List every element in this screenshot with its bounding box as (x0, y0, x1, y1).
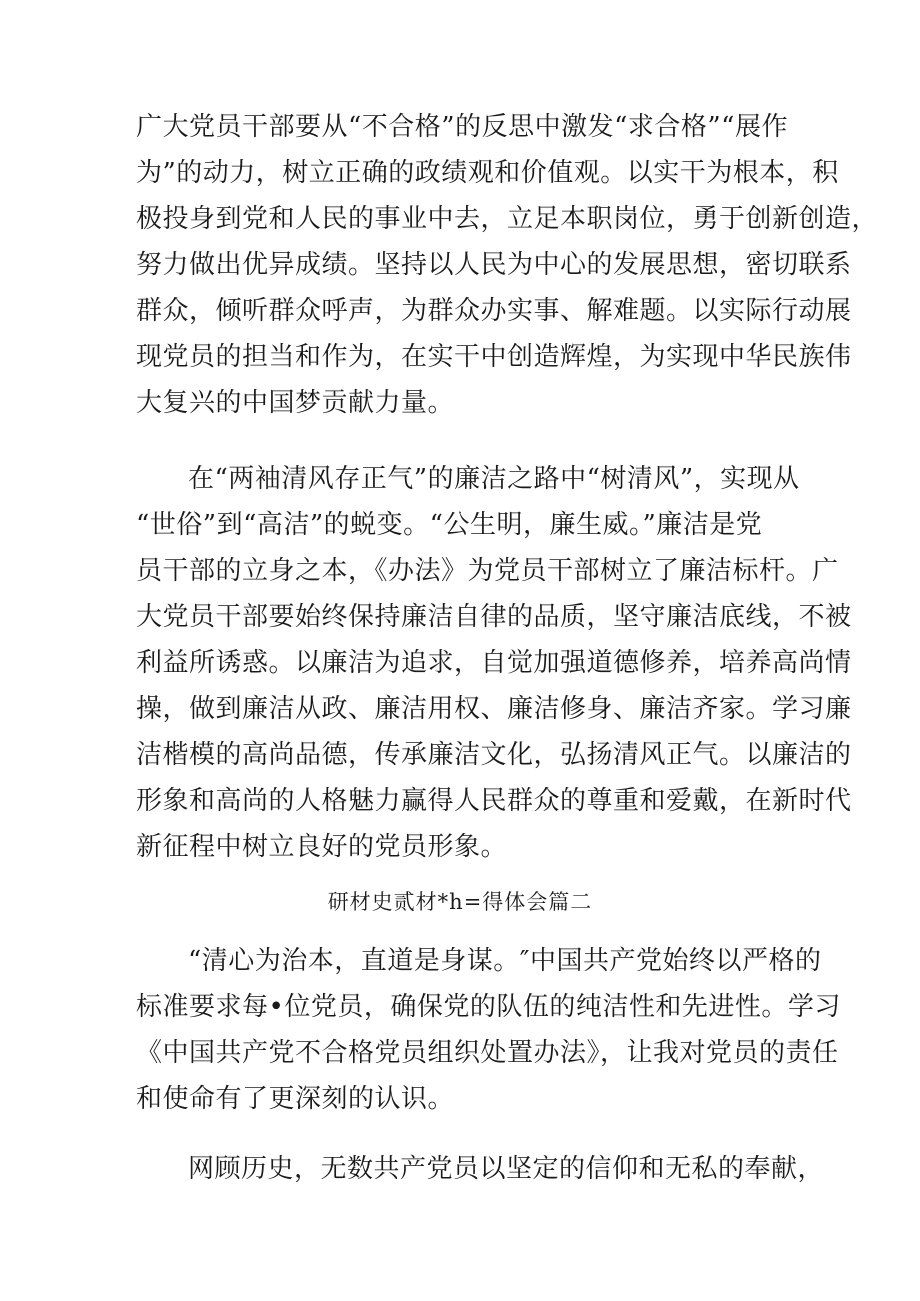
paragraph-line: 网顾历史，无数共产党员以坚定的信仰和无私的奉献， (188, 1154, 825, 1184)
paragraph-line: 和使命有了更深刻的认识。 (136, 1084, 455, 1114)
paragraph-line: “世俗”到“高洁”的蜕变。“公生明，廉生威。”廉洁是党 (136, 510, 763, 540)
paragraph-line: 新征程中树立良好的党员形象。 (136, 832, 508, 862)
paragraph-line: 操，做到廉洁从政、廉洁用权、廉洁修身、廉洁齐家。学习廉 (136, 694, 852, 724)
paragraph-line: 标准要求每•位党员，确保党的队伍的纯洁性和先进性。学习 (136, 992, 841, 1022)
paragraph-line: 员干部的立身之本，《办法》为党员干部树立了廉洁标杆。广 (136, 556, 839, 586)
paragraph-line: 《中国共产党不合格党员组织处置办法》，让我对党员的责任 (136, 1038, 839, 1068)
paragraph-4 (136, 1146, 825, 1192)
paragraph-line: “清心为治本，直道是身谋。″中国共产党始终以严格的 (188, 946, 822, 976)
paragraph-line: 现党员的担当和作为，在实干中创造辉煌，为实现中华民族伟 (136, 342, 852, 372)
paragraph-line: 洁楷模的高尚品德，传承廉洁文化，弘扬清风正气。以廉洁的 (136, 740, 852, 770)
paragraph-line: 努力做出优异成绩。坚持以人民为中心的发展思想，密切联系 (136, 250, 852, 280)
paragraph-line: 大党员干部要始终保持廉洁自律的品质，坚守廉洁底线，不被 (136, 602, 852, 632)
paragraph-1 (136, 104, 879, 426)
paragraph-line: 群众，倾听群众呼声，为群众办实事、解难题。以实际行动展 (136, 296, 852, 326)
paragraph-line: 极投身到党和人民的事业中去，立足本职岗位，勇于创新创造， (136, 204, 879, 234)
paragraph-2 (136, 456, 852, 916)
paragraph-line: 为”的动力，树立正确的政绩观和价值观。以实干为根本，积 (136, 158, 839, 188)
paragraph-line: 在“两袖清风存正气”的廉洁之路中“树清风”，实现从 (188, 464, 800, 494)
paragraph-line: 大复兴的中国梦贡献力量。 (136, 388, 455, 418)
section-heading: 研材史贰材*h=得体会篇二 (327, 890, 593, 914)
paragraph-line: 广大党员干部要从“不合格”的反思中激发“求合格”“展作 (136, 112, 788, 142)
paragraph-line: 形象和高尚的人格魅力赢得人民群众的尊重和爱戴，在新时代 (136, 786, 852, 816)
paragraph-line: 利益所诱惑。以廉洁为追求，自觉加强道德修养，培养高尚情 (136, 648, 852, 678)
paragraph-3 (136, 938, 841, 1122)
